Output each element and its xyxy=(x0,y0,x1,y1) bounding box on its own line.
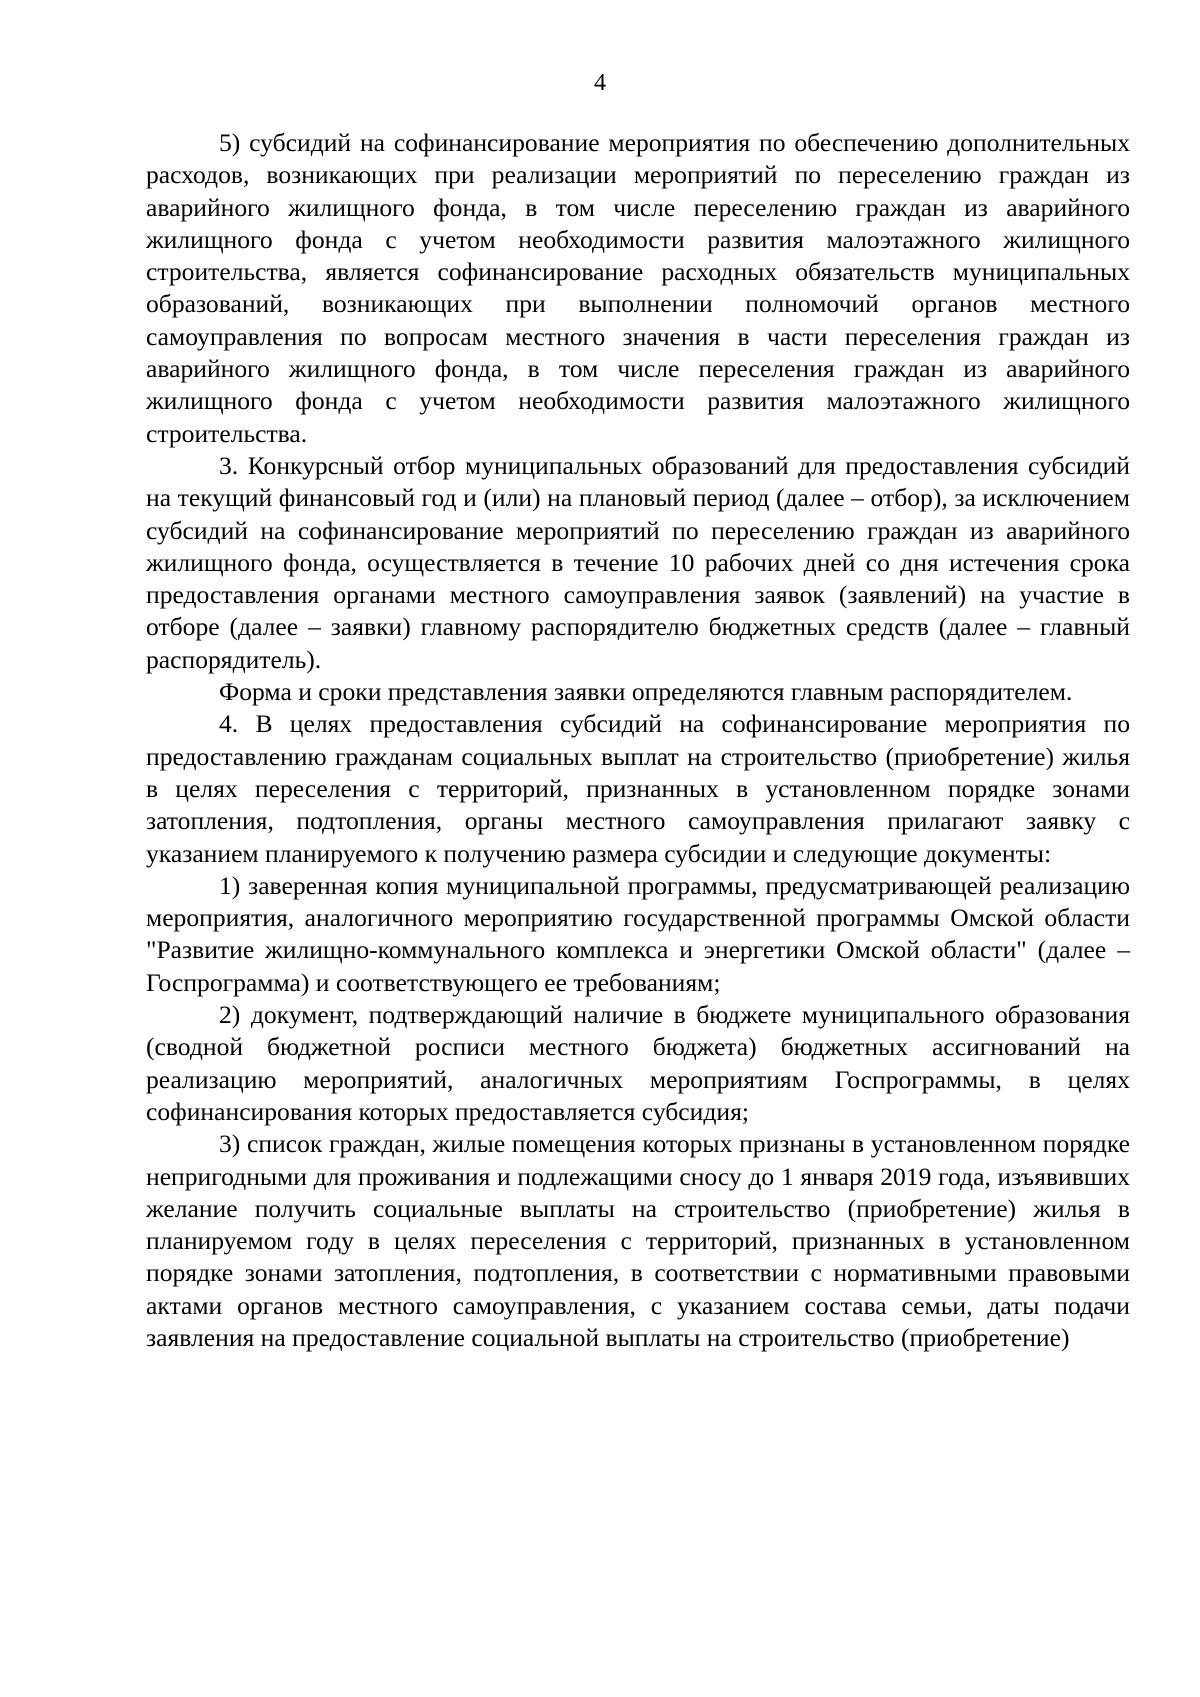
paragraph-item-2: 2) документ, подтверждающий наличие в бюджете муниципального образования (сводной бюджетной росписи местного бюджета) бюджетных ассигнований на реализацию мероприятий, аналогичных мероприятиям Госпрограммы, в целях софинансирования которых предоставляется субсидия; xyxy=(146,1000,1130,1126)
paragraph-item-3: 3) список граждан, жилые помещения которых признаны в установленном порядке непригодными для проживания и подлежащими сносу до 1 января 2019 года, изъявивших желание получить социальные выплаты на строительство (приобретение) жилья в планируемом году в целях переселения с территорий, признанных в установленном порядке зонами затопления, подтопления, в соответствии с нормативными правовыми актами органов местного самоуправления, с указанием состава семьи, даты подачи заявления на предоставление социальной выплаты на строительство (приобретение) xyxy=(146,1129,1130,1352)
document-body xyxy=(146,127,1130,1354)
paragraph-item-1: 1) заверенная копия муниципальной программы, предусматривающей реализацию мероприятия, аналогичного мероприятию государственной программы Омской области "Развитие жилищно-коммунального комплекса и энергетики Омской области" (далее – Госпрограмма) и соответствующего ее требованиям; xyxy=(146,870,1130,997)
page-number: 4 xyxy=(594,70,606,96)
paragraph-form-and-terms: Форма и сроки представления заявки определяются главным распорядителем. xyxy=(219,677,1073,707)
paragraph-section-3: 3. Конкурсный отбор муниципальных образований для предоставления субсидий на текущий финансовый год и (или) на плановый период (далее – отбор), за исключением субсидий на софинансирование мероприятий по переселению граждан из аварийного жилищного фонда, осуществляется в течение 10 рабочих дней со дня истечения срока предоставления органами местного самоуправления заявок (заявлений) на участие в отборе (далее – заявки) главному распорядителю бюджетных средств (далее – главный распорядитель). xyxy=(146,450,1130,674)
paragraph-subsidy-5: 5) субсидий на софинансирование мероприятия по обеспечению дополнительных расходов, возникающих при реализации мероприятий по переселению граждан из аварийного жилищного фонда, в том числе переселению граждан из аварийного жилищного фонда с учетом необходимости развития малоэтажного жилищного строительства, является софинансирование расходных обязательств муниципальных образований, возникающих при выполнении полномочий органов местного самоуправления по вопросам местного значения в части переселения граждан из аварийного жилищного фонда, в том числе переселения граждан из аварийного жилищного фонда с учетом необходимости развития малоэтажного жилищного строительства. xyxy=(146,128,1130,448)
paragraph-section-4: 4. В целях предоставления субсидий на софинансирование мероприятия по предоставлению гражданам социальных выплат на строительство (приобретение) жилья в целях переселения с территорий, признанных в установленном порядке зонами затопления, подтопления, органы местного самоуправления прилагают заявку с указанием планируемого к получению размера субсидии и следующие документы: xyxy=(146,709,1130,868)
